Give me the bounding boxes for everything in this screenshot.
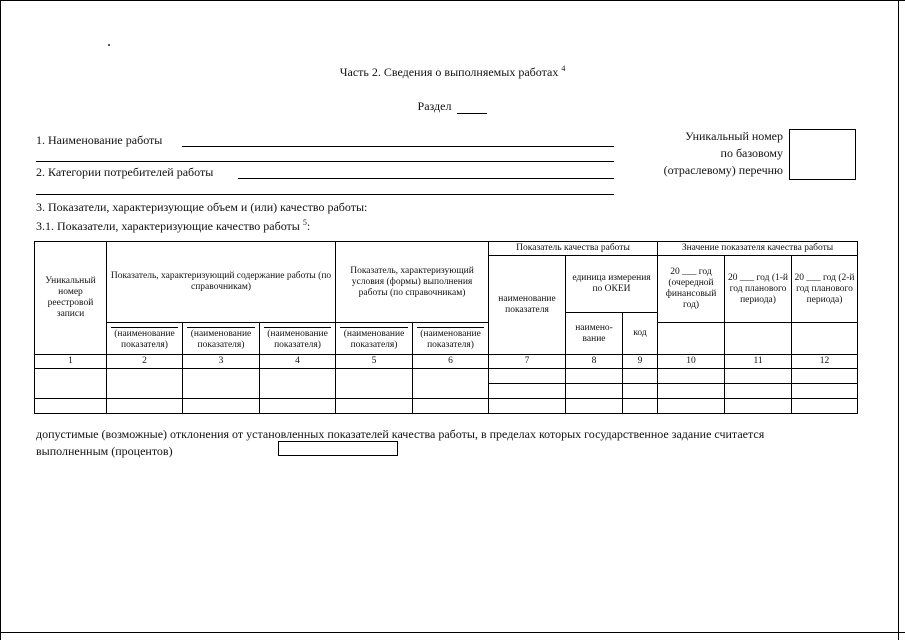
unique-number-field[interactable] xyxy=(789,129,856,180)
table-cell[interactable] xyxy=(489,369,566,384)
consumers-field[interactable] xyxy=(238,178,614,179)
header-year-1: 20 ___ год (очередной финансовый год) xyxy=(658,256,725,323)
column-number: 7 xyxy=(489,355,566,369)
part-title-text: Часть 2. Сведения о выполняемых работах xyxy=(339,65,559,79)
header-content-indicator: Показатель, характеризующий содержание работы (по справочникам) xyxy=(107,242,336,323)
table-cell[interactable] xyxy=(792,369,858,384)
page-bottom-line xyxy=(0,632,905,633)
page-border-left xyxy=(0,0,1,640)
unique-number-line3: (отраслевому) перечню xyxy=(663,163,783,177)
header-conditions-indicator: Показатель, характеризующий условия (формы) выполнения работы (по справочникам) xyxy=(336,242,489,323)
consumers-label: 2. Категории потребителей работы xyxy=(36,165,214,179)
work-name-field-line2[interactable] xyxy=(36,161,614,162)
column-number: 3 xyxy=(183,355,260,369)
indicator-name-caption: (наименование показателя) xyxy=(111,327,178,351)
table-cell[interactable] xyxy=(566,369,623,384)
tolerance-percent-field[interactable] xyxy=(278,441,398,456)
header-content-name-3 xyxy=(260,323,336,355)
table-cell[interactable] xyxy=(623,399,658,414)
quality-heading-text: 3.1. Показатели, характеризующие качество работы xyxy=(36,219,300,233)
header-content-name-1 xyxy=(107,323,183,355)
header-quality-value: Значение показателя качества работы xyxy=(658,242,858,256)
header-content-name-2 xyxy=(183,323,260,355)
unique-number-label xyxy=(623,128,783,179)
tolerance-text: допустимые (возможные) отклонения от установленных показателей качества работы, в пределах которых государственное задание считается выполненным (процентов) xyxy=(36,427,765,458)
indicator-name-caption: (наименование показателя) xyxy=(187,327,255,351)
table-row xyxy=(35,399,858,414)
unique-number-line2: по базовому xyxy=(720,146,783,160)
column-number: 2 xyxy=(107,355,183,369)
table-cell[interactable] xyxy=(658,399,725,414)
table-cell[interactable] xyxy=(623,384,658,399)
table-cell[interactable] xyxy=(792,399,858,414)
quality-heading xyxy=(36,218,310,234)
header-year-1-value xyxy=(658,323,725,355)
column-number: 10 xyxy=(658,355,725,369)
table-cell[interactable] xyxy=(35,399,107,414)
table-cell[interactable] xyxy=(489,384,566,399)
table-cell[interactable] xyxy=(336,369,413,399)
table-cell[interactable] xyxy=(35,369,107,399)
quality-heading-colon: : xyxy=(306,219,311,233)
table-cell[interactable] xyxy=(725,399,792,414)
work-name-field[interactable] xyxy=(182,146,614,147)
header-year-3: 20 ___ год (2-й год планового периода) xyxy=(792,256,858,323)
header-conditions-name-1 xyxy=(336,323,413,355)
column-number: 11 xyxy=(725,355,792,369)
header-indicator-name: наименование показателя xyxy=(489,256,566,355)
unique-number-line1: Уникальный номер xyxy=(685,129,783,143)
table-cell[interactable] xyxy=(658,384,725,399)
column-number: 8 xyxy=(566,355,623,369)
table-cell[interactable] xyxy=(336,399,413,414)
column-number: 12 xyxy=(792,355,858,369)
page-border-right xyxy=(898,0,899,640)
page-border-top xyxy=(0,0,905,1)
indicator-name-caption: (наименование показателя) xyxy=(417,327,484,351)
table-cell[interactable] xyxy=(107,399,183,414)
table-cell[interactable] xyxy=(107,369,183,399)
consumers-field-line2[interactable] xyxy=(36,194,614,195)
table-cell[interactable] xyxy=(260,369,336,399)
stray-dot xyxy=(108,44,110,46)
table-cell[interactable] xyxy=(566,384,623,399)
header-unit-code: код xyxy=(623,313,658,355)
table-cell[interactable] xyxy=(725,369,792,384)
header-year-3-value xyxy=(792,323,858,355)
column-number: 1 xyxy=(35,355,107,369)
part-title xyxy=(0,64,905,80)
table-header-row-4 xyxy=(35,323,858,355)
header-conditions-name-2 xyxy=(413,323,489,355)
table-header-row-1 xyxy=(35,242,858,256)
column-number: 9 xyxy=(623,355,658,369)
table-cell[interactable] xyxy=(183,369,260,399)
quality-heading-footnote: 5 xyxy=(302,218,307,227)
table-cell[interactable] xyxy=(623,369,658,384)
column-number: 6 xyxy=(413,355,489,369)
column-number: 4 xyxy=(260,355,336,369)
table-cell[interactable] xyxy=(725,384,792,399)
header-year-2: 20 ___ год (1-й год планового периода) xyxy=(725,256,792,323)
header-unit: единица измерения по ОКЕИ xyxy=(566,256,658,313)
quality-indicators-table xyxy=(34,241,858,414)
table-cell[interactable] xyxy=(489,399,566,414)
indicator-name-caption: (наименование показателя) xyxy=(340,327,408,351)
section-line xyxy=(0,99,905,114)
table-cell[interactable] xyxy=(413,399,489,414)
table-row xyxy=(35,369,858,384)
part-title-footnote: 4 xyxy=(561,64,566,73)
column-numbers-row xyxy=(35,355,858,369)
table-cell[interactable] xyxy=(260,399,336,414)
table-cell[interactable] xyxy=(566,399,623,414)
table-cell[interactable] xyxy=(413,369,489,399)
header-unit-name: наимено-вание xyxy=(566,313,623,355)
indicators-heading: 3. Показатели, характеризующие объем и (или) качество работы: xyxy=(36,200,368,214)
indicator-name-caption: (наименование показателя) xyxy=(264,327,331,351)
header-quality-indicator: Показатель качества работы xyxy=(489,242,658,256)
table-cell[interactable] xyxy=(792,384,858,399)
header-year-2-value xyxy=(725,323,792,355)
column-number: 5 xyxy=(336,355,413,369)
table-cell[interactable] xyxy=(658,369,725,384)
section-number-field[interactable] xyxy=(457,101,487,114)
header-unique-record: Уникальный номер реестровой записи xyxy=(35,242,107,355)
section-label: Раздел xyxy=(417,99,452,113)
work-name-label: 1. Наименование работы xyxy=(36,133,163,147)
table-cell[interactable] xyxy=(183,399,260,414)
